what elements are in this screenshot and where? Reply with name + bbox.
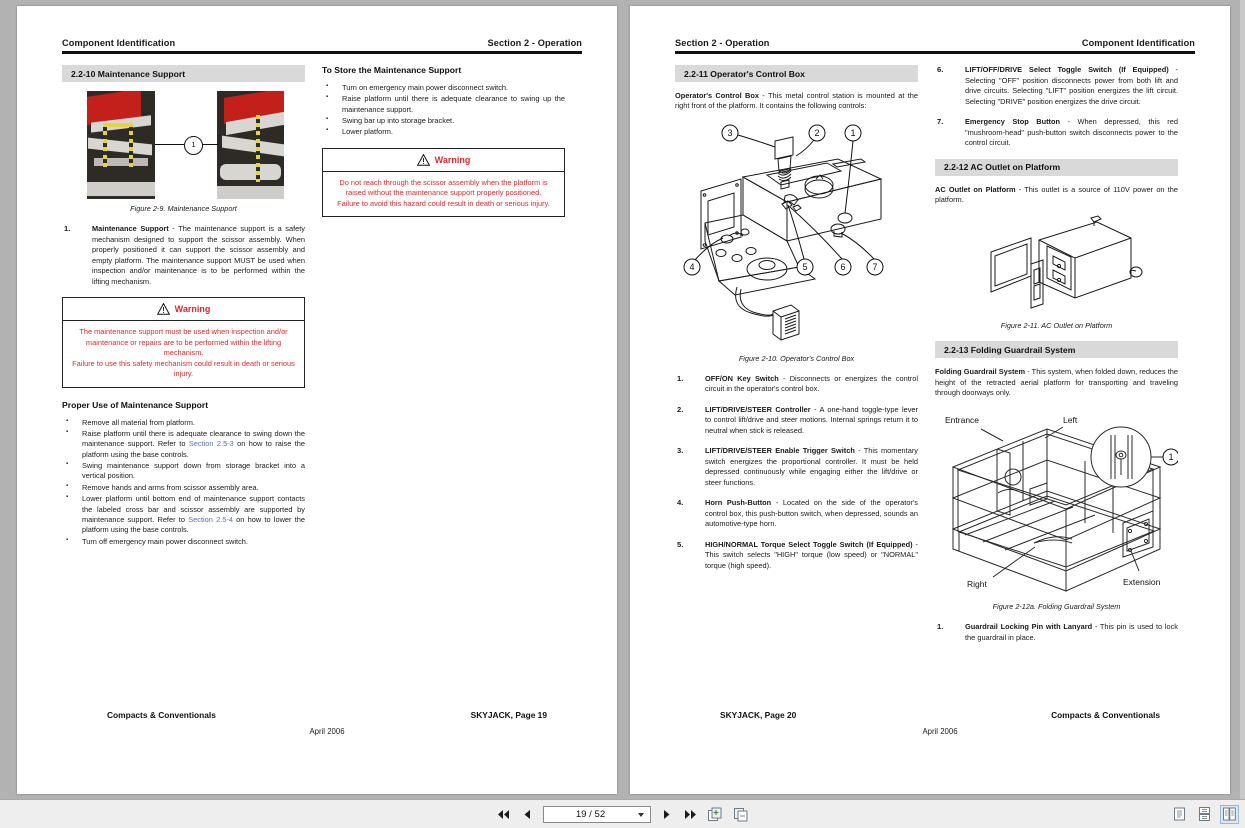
svg-text:4: 4 <box>689 261 695 272</box>
svg-text:Right: Right <box>967 579 987 590</box>
list-item <box>322 127 565 137</box>
folding-guardrail-drawing <box>935 405 1178 597</box>
item-text: - The maintenance support is a safety mechanism designed to support the scissor assembly. When properly positioned it can support the scissor assembly and empty platform. The maintenance support MUST be used when inspection and/or maintenance is to be performed within the lifting mechanism. <box>92 224 305 286</box>
maintenance-support-photo-left <box>87 91 155 199</box>
warning-triangle-icon <box>157 303 170 315</box>
maintenance-support-numbered-list <box>62 224 305 287</box>
list-item <box>62 494 305 535</box>
figure-2-9-leader-right <box>201 144 218 145</box>
list-item <box>935 65 1178 107</box>
running-head <box>62 38 582 48</box>
page-20-footer <box>720 710 1160 736</box>
control-box-items-list-continued <box>935 65 1178 149</box>
list-item <box>322 94 565 115</box>
page-19 <box>17 6 617 794</box>
ac-outlet-text: - This outlet is a source of 110V power on the platform. <box>935 184 1178 204</box>
footer-left: Compacts & Conventionals <box>107 710 216 720</box>
running-head-right: Section 2 - Operation <box>487 38 582 48</box>
warning-triangle-icon <box>417 154 430 166</box>
maintenance-support-photo-right <box>217 91 284 199</box>
left-page-column-2 <box>322 65 565 555</box>
viewer-toolbar[interactable] <box>0 799 1245 828</box>
warning-box-maintenance <box>62 297 305 388</box>
figure-2-9-caption: Figure 2-9. Maintenance Support <box>130 204 237 213</box>
right-page-column-1 <box>675 65 918 653</box>
ac-outlet-paragraph <box>935 185 1178 206</box>
item-term: OFF/ON Key Switch <box>705 373 779 383</box>
svg-text:Left: Left <box>1063 415 1078 426</box>
remove-page-icon <box>733 807 749 822</box>
ac-outlet-drawing <box>935 212 1178 316</box>
previous-page-icon <box>523 809 532 820</box>
list-item <box>62 429 305 460</box>
guardrail-paragraph <box>935 367 1178 398</box>
item-text: - Located on the side of the operator's control box, this push-button switch, when depressed, sounds an automotive-type horn. <box>705 498 919 529</box>
bullet-text: Swing maintenance support down from storage bracket into a vertical position. <box>82 461 305 481</box>
proper-use-bullet-list <box>62 418 305 547</box>
left-page-column-1 <box>62 65 305 555</box>
view-single-page-button[interactable] <box>1170 805 1189 824</box>
first-page-icon <box>497 809 510 820</box>
list-item <box>322 116 565 126</box>
intro-text: - This metal control station is mounted at the right front of the platform. It contains the following controls: <box>675 91 918 111</box>
right-page-column-2 <box>935 65 1178 653</box>
bullet-text: Lower platform. <box>342 127 393 137</box>
item-number: 2. <box>677 404 684 414</box>
warning-line-1: The maintenance support must be used when inspection and/or maintenance or repairs are to be performed within the lifting mechanism. <box>79 327 288 358</box>
remove-page-button[interactable] <box>732 805 751 824</box>
insert-page-icon <box>707 807 723 822</box>
view-facing-pages-button[interactable] <box>1220 805 1239 824</box>
svg-text:Extension: Extension <box>1123 577 1161 588</box>
item-term: Guardrail Locking Pin with Lanyard <box>965 622 1093 632</box>
figure-2-11-caption: Figure 2-11. AC Outlet on Platform <box>1000 321 1113 331</box>
warning-header <box>63 298 304 321</box>
section-cross-reference-link[interactable]: Section 2.5-3 <box>188 439 234 449</box>
bullet-text: Turn off emergency main power disconnect switch. <box>82 536 248 546</box>
bullet-text: Raise platform until there is adequate clearance to swing up the maintenance support. <box>342 94 565 114</box>
footer-left: SKYJACK, Page 20 <box>720 710 797 720</box>
running-head <box>675 38 1195 48</box>
item-text: - A one-hand toggle-type lever to control lift/drive and steer motions. Internal springs return it to neutral when stick is released. <box>705 404 918 435</box>
list-item <box>675 446 918 488</box>
item-term: Horn Push-Button <box>705 498 772 508</box>
item-text: - This pin is used to lock the guardrail in place. <box>965 622 1178 642</box>
view-continuous-button[interactable] <box>1195 805 1214 824</box>
item-number: 4. <box>677 498 684 508</box>
item-text: - Disconnects or energizes the control circuit in the operator's control box. <box>705 373 918 394</box>
list-item <box>675 405 918 437</box>
svg-text:5: 5 <box>802 261 808 272</box>
section-heading-2-2-13: 2.2-13 Folding Guardrail System <box>935 341 1178 358</box>
svg-text:3: 3 <box>727 127 733 138</box>
store-bullet-list <box>322 83 565 138</box>
item-number: 1. <box>677 373 684 383</box>
svg-text:2: 2 <box>814 127 820 138</box>
figure-2-9-callout-1: 1 <box>184 136 203 155</box>
figure-2-9-leader-left <box>155 144 184 145</box>
guardrail-text: - This system, when folded down, reduces the height of the retracted aerial platform for transporting and traveling through doorways only. <box>935 367 1178 398</box>
page-number-value: 19 / 52 <box>575 808 606 820</box>
footer-right: Compacts & Conventionals <box>1051 710 1160 720</box>
warning-line-1: Do not reach through the scissor assembly when the platform is raised without the maintenance support properly positioned. <box>339 177 548 198</box>
chevron-down-icon[interactable] <box>638 813 644 817</box>
warning-body <box>323 172 564 217</box>
store-heading: To Store the Maintenance Support <box>322 65 462 75</box>
section-cross-reference-link[interactable]: Section 2.5-4 <box>188 514 233 524</box>
item-number: 5. <box>677 539 684 549</box>
item-text: - This switch selects "HIGH" torque (low speed) or "NORMAL" torque (high speed). <box>705 539 919 570</box>
list-item <box>935 117 1178 149</box>
list-item <box>62 418 305 428</box>
svg-text:6: 6 <box>840 261 846 272</box>
figure-2-9 <box>62 91 305 199</box>
item-number: 1. <box>64 224 71 233</box>
running-head-right: Component Identification <box>1081 38 1195 48</box>
footer-center: April 2006 <box>309 727 345 736</box>
bullet-text: Lower platform until bottom end of maintenance support contacts the labeled cross bar and scissor assembly are supported by maintenance support. Refer to <box>82 494 305 524</box>
bullet-text: Swing bar up into storage bracket. <box>342 116 455 126</box>
running-head-left: Component Identification <box>62 38 176 48</box>
item-text: - Selecting "OFF" position disconnects power from both lift and drive circuits. Selecting "LIFT" position energizes the lift circuit. Selecting "DRIVE" position energizes the drive circuit. <box>965 65 1178 106</box>
list-item <box>62 483 305 493</box>
next-page-button[interactable] <box>658 806 675 823</box>
svg-text:1: 1 <box>1168 452 1174 463</box>
list-item <box>935 622 1178 643</box>
warning-title: Warning <box>174 304 211 315</box>
previous-page-button[interactable] <box>519 806 536 823</box>
item-number: 1. <box>937 622 944 632</box>
list-item <box>62 224 305 287</box>
warning-line-2: Failure to avoid this hazard could result in death or serious injury. <box>337 198 550 208</box>
section-heading-2-2-11: 2.2-11 Operator's Control Box <box>675 65 918 82</box>
figure-2-12a-caption: Figure 2-12a. Folding Guardrail System <box>992 602 1121 612</box>
item-term: LIFT/DRIVE/STEER Enable Trigger Switch <box>705 446 855 456</box>
figure-2-12a <box>935 405 1178 597</box>
page-number-input[interactable] <box>543 806 651 823</box>
list-item <box>322 83 565 93</box>
bullet-text: Raise platform until there is adequate clearance to swing down the maintenance support. Refer to <box>82 429 305 449</box>
page-19-footer <box>107 710 547 736</box>
header-rule <box>62 51 582 54</box>
list-item <box>675 540 918 572</box>
item-term: LIFT/OFF/DRIVE Select Toggle Switch (If Equipped) <box>965 65 1169 74</box>
section-heading-2-2-10: 2.2-10 Maintenance Support <box>62 65 305 82</box>
item-term: Maintenance Support <box>92 224 169 233</box>
item-number: 7. <box>937 117 944 127</box>
figure-2-11 <box>935 212 1178 316</box>
header-rule <box>675 51 1195 54</box>
warning-line-2: Failure to use this safety mechanism could result in death or serious injury. <box>72 358 295 379</box>
figure-2-10-caption: Figure 2-10. Operator's Control Box <box>738 353 855 363</box>
section-heading-2-2-12: 2.2-12 AC Outlet on Platform <box>935 159 1178 176</box>
insert-page-button[interactable] <box>706 805 725 824</box>
single-page-icon <box>1173 807 1186 821</box>
first-page-button[interactable] <box>495 806 512 823</box>
svg-text:Entrance: Entrance <box>945 415 980 426</box>
list-item <box>675 374 918 395</box>
warning-box-scissor <box>322 148 565 218</box>
item-term: LIFT/DRIVE/STEER Controller <box>705 404 811 414</box>
operator-control-box-drawing <box>675 119 918 349</box>
footer-right: SKYJACK, Page 19 <box>470 710 547 720</box>
item-text: - When depressed, this red "mushroom-head" push-button switch disconnects power to the control circuit. <box>965 117 1178 148</box>
item-term: HIGH/NORMAL Torque Select Toggle Switch (If Equipped) <box>705 539 913 549</box>
intro-term: Operator's Control Box <box>675 91 760 100</box>
item-text: - This momentary switch energizes the proportional controller. It must be held depressed continuously while engaging either the lift/drive or steer functions. <box>705 446 918 487</box>
list-item <box>62 537 305 547</box>
proper-use-heading: Proper Use of Maintenance Support <box>62 399 209 410</box>
guardrail-term: Folding Guardrail System <box>935 367 1026 377</box>
list-item <box>675 498 918 530</box>
figure-2-10 <box>675 119 918 349</box>
bullet-text: on how to raise the platform using the base controls. <box>82 439 305 459</box>
warning-header <box>323 149 564 172</box>
footer-center: April 2006 <box>922 727 958 736</box>
item-number: 3. <box>677 446 684 456</box>
next-page-icon <box>662 809 671 820</box>
warning-title: Warning <box>434 154 471 165</box>
operator-control-box-intro <box>675 91 918 112</box>
facing-pages-icon <box>1223 807 1236 821</box>
svg-text:1: 1 <box>850 127 856 138</box>
bullet-text: Remove all material from platform. <box>82 417 195 427</box>
item-term: Emergency Stop Button <box>965 117 1061 127</box>
guardrail-item-list <box>935 622 1178 643</box>
bullet-text: on how to lower the platform using the base controls. <box>82 514 305 535</box>
control-box-items-list <box>675 374 918 572</box>
bullet-text: Remove hands and arms from scissor assembly area. <box>82 482 259 492</box>
last-page-button[interactable] <box>682 806 699 823</box>
warning-body <box>63 321 304 387</box>
last-page-icon <box>684 809 697 820</box>
running-head-left: Section 2 - Operation <box>675 38 770 48</box>
svg-text:7: 7 <box>872 261 878 272</box>
ac-outlet-term: AC Outlet on Platform <box>935 184 1016 194</box>
vertical-scrollbar[interactable] <box>1240 0 1245 800</box>
continuous-page-icon <box>1198 807 1211 821</box>
list-item <box>62 461 305 482</box>
page-20 <box>630 6 1230 794</box>
item-number: 6. <box>937 65 944 74</box>
bullet-text: Turn on emergency main power disconnect switch. <box>342 83 509 92</box>
